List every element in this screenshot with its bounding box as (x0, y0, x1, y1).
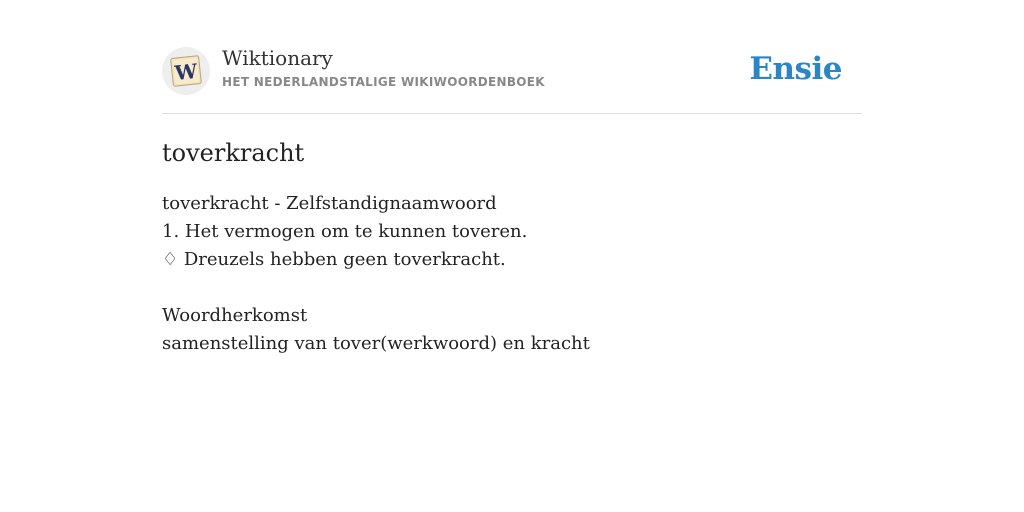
svg-text:W: W (173, 58, 199, 86)
word-class-line: toverkracht - Zelfstandignaamwoord (162, 193, 497, 214)
sense-line: 1. Het vermogen om te kunnen toveren. (162, 221, 528, 242)
ensie-brand-link[interactable]: Ensie (749, 51, 842, 87)
blank-line (162, 274, 590, 302)
example-line: ♢ Dreuzels hebben geen toverkracht. (162, 249, 506, 270)
wiktionary-logo-icon[interactable] (162, 47, 210, 95)
etymology-text: samenstelling van tover(werkwoord) en kracht (162, 333, 590, 354)
site-tagline: HET NEDERLANDSTALIGE WIKIWOORDENBOEK (222, 75, 545, 89)
etymology-label: Woordherkomst (162, 305, 308, 326)
definition-body (162, 190, 590, 358)
entry-title: toverkracht (162, 139, 305, 167)
header (162, 0, 862, 114)
page-container (162, 0, 862, 354)
site-name[interactable]: Wiktionary (222, 46, 333, 70)
